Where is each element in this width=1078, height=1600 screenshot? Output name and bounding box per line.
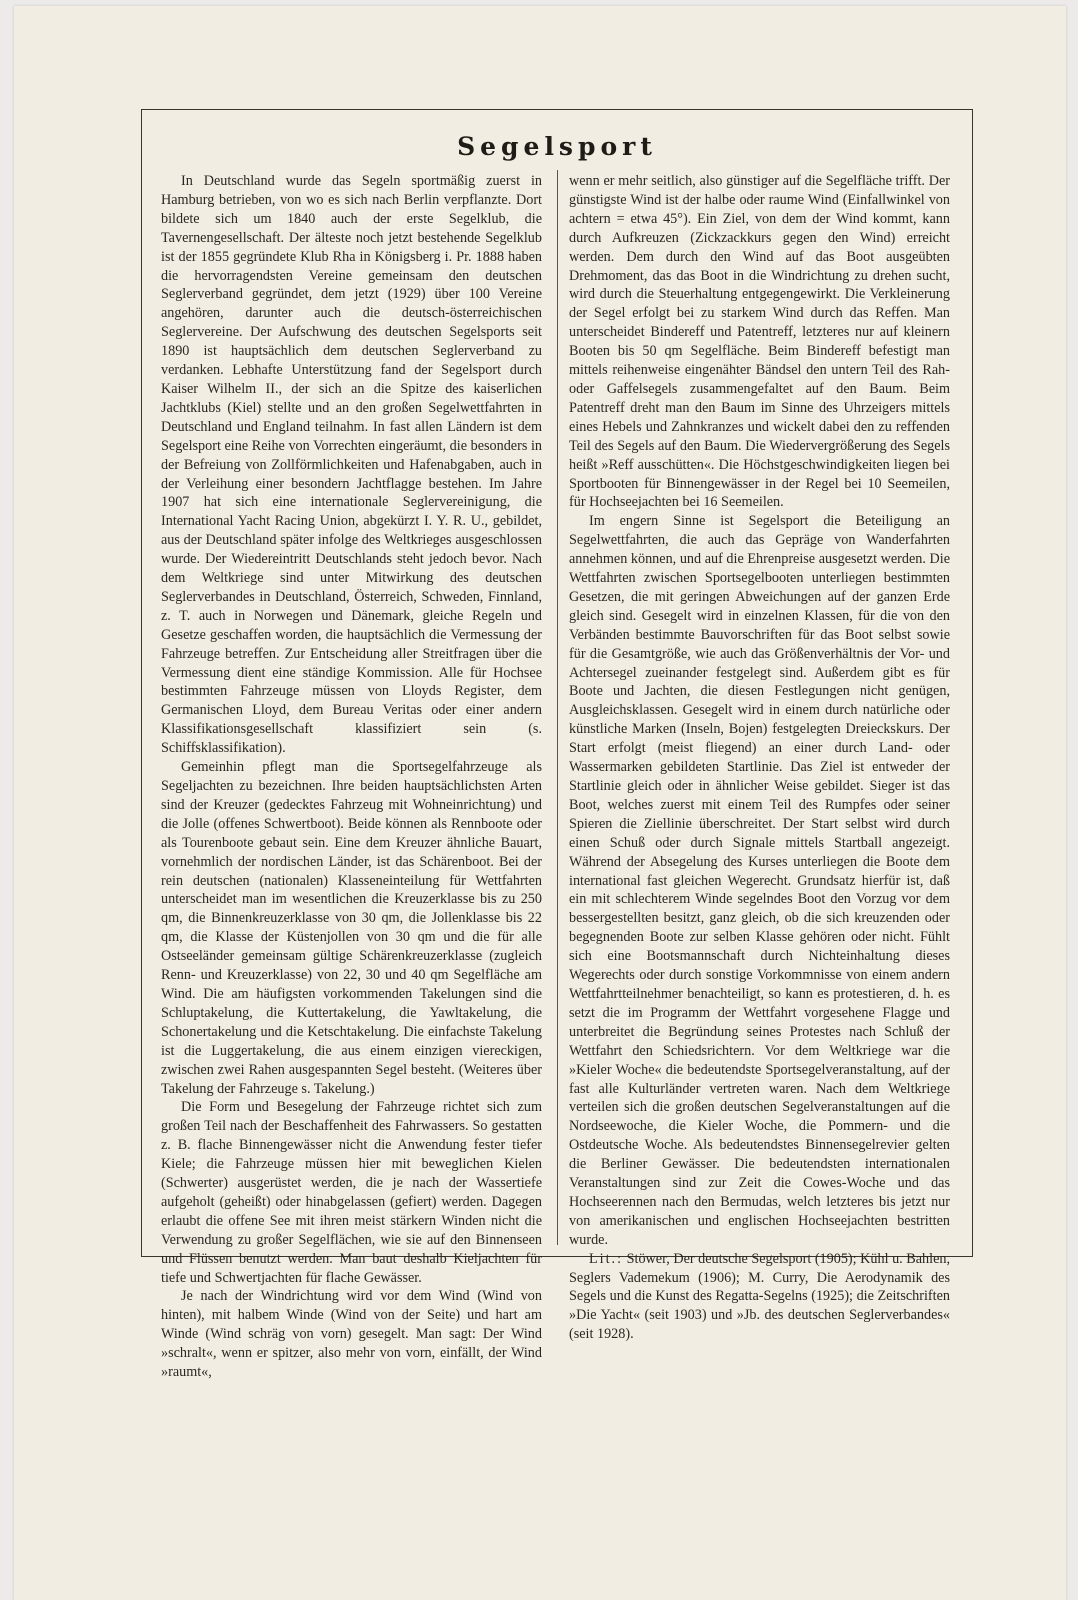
left-column	[161, 172, 542, 1382]
paragraph: Im engern Sinne ist Segelsport die Beteiligung an Segelwettfahrten, die auch das Gepräge von Wanderfahrten annehmen können, und auf die Ehrenpreise ausgesetzt werden. Die Wettfahrten zwischen Sportsegelbooten unterliegen bestimmten Gesetzen, die mit geringen Abweichungen auf der ganzen Erde gleich sind. Gesegelt wird in einzelnen Klassen, für die von den Verbänden bestimmte Bauvorschriften für das Boot selbst sowie für die Gesamtgröße, wie auch das Größenverhältnis der Vor- und Achtersegel zueinander festgelegt sind. Außerdem gibt es für Boote und Jachten, die diesen Festlegungen nicht genügen, Ausgleichsklassen. Gesegelt wird in einem durch natürliche oder künstliche Marken (Inseln, Bojen) festgelegten Dreieckskurs. Der Start erfolgt (meist fliegend) an einer durch Land- oder Wassermarken gebildeten Startlinie. Das Ziel ist entweder der Startlinie gleich oder in ähnlicher Weise gebildet. Sieger ist das Boot, welches zuerst mit einem Teil des Rumpfes oder seiner Spieren die Ziellinie überschreitet. Der Start selbst wird durch einen Schuß oder durch Signale mittels Startball angezeigt. Während der Absegelung des Kurses unterliegen die Boote dem international fast gleichen Wegerecht. Grundsatz hierfür ist, daß ein mit schlechterem Winde segelndes Boot den Vorzug vor dem bessergestellten besitzt, ganz gleich, ob die sich kreuzenden oder begegnenden Boote zur selben Klasse gehören oder nicht. Fühlt sich eine Bootsmannschaft durch Nichteinhaltung dieses Wegerechts oder durch sonstige Vorkommnisse von einem andern Wettfahrtteilnehmer benachteiligt, so kann es protestieren, d. h. es setzt die im Programm der Wettfahrt vorgesehene Flagge und unterbreitet die Begründung seines Protestes nach Schluß der Wettfahrt den Schiedsrichtern. Vor dem Weltkriege war die »Kieler Woche« die bedeutendste Sportsegelveranstaltung, auf der fast alle Kulturländer vertreten waren. Nach dem Weltkriege verteilen sich die großen deutschen Segelveranstaltungen auf die Nordseewoche, die Kieler Woche, die Pommern- und die Ostdeutsche Woche. Als bedeutendstes Binnensegelrevier gelten die Berliner Gewässer. Die bedeutendsten internationalen Veranstaltungen sind zur Zeit die Cowes-Woche und das Hochseerennen nach den Bermudas, welch letzteres bis jetzt nur von amerikanischen und englischen Hochseejachten bestritten wurde.	[569, 513, 950, 1248]
right-column	[569, 172, 950, 1344]
literature-text: Stöwer, Der deutsche Segelsport (1905); Kühl u. Bahlen, Seglers Vademekum (1906); M. Curry, Die Aerodynamik des Segels und die Kunst des Regatta-Segelns (1925); die Zeitschriften »Die Yacht« (seit 1903) und »Jb. des deutschen Seglerverbandes« (seit 1928).	[569, 1250, 951, 1343]
paragraph: Je nach der Windrichtung wird vor dem Wind (Wind von hinten), mit halbem Winde (Wind von der Seite) und hart am Winde (Wind schräg von vorn) gesegelt. Man sagt: Der Wind »schralt«, wenn er spitzer, also mehr von vorn, einfällt, der Wind »raumt«,	[161, 1288, 542, 1381]
article-frame	[141, 109, 973, 1381]
literature-label: Lit.:	[589, 1250, 624, 1267]
column-divider	[557, 170, 558, 1245]
page-sheet	[14, 6, 1066, 1600]
paragraph: In Deutschland wurde das Segeln sportmäßig zuerst in Hamburg betrieben, von wo es sich nach Berlin verpflanzte. Dort bildete sich um 1840 auch der erste Segelklub, die Tavernengesellschaft. Der älteste noch jetzt bestehende Segelklub ist der 1855 gegründete Klub Rha in Königsberg i. Pr. 1888 haben die hervorragendsten Vereine gemeinsam den deutschen Seglerverband gegründet, dem jetzt (1929) über 100 Vereine angehören, darunter auch die deutsch-österreichischen Seglervereine. Der Aufschwung des deutschen Segelsports seit 1890 ist hauptsächlich dem deutschen Seglerverband zu verdanken. Lebhafte Unterstützung fand der Segelsport durch Kaiser Wilhelm II., der sich an die Spitze des kaiserlichen Jachtklubs (Kiel) stellte und an den großen Segelwettfahrten in Deutschland und England teilnahm. In fast allen Ländern ist dem Segelsport eine Reihe von Vorrechten eingeräumt, die besonders in der Befreiung von Zollförmlichkeiten und Hafenabgaben, auch in der Verleihung einer besondern Jachtflagge bestehen. Im Jahre 1907 hat sich eine internationale Seglervereinigung, die International Yacht Racing Union, abgekürzt I. Y. R. U., gebildet, aus der Deutschland später infolge des Weltkrieges ausgeschlossen wurde. Der Wiedereintritt Deutschlands steht jedoch bevor. Nach dem Weltkriege sind unter Mitwirkung des deutschen Seglerverbandes in Deutschland, Österreich, Schweden, Finnland, z. T. auch in Norwegen und Dänemark, gleiche Regeln und Gesetze geschaffen worden, die hauptsächlich die Vermessung der Fahrzeuge betreffen. Zur Entscheidung aller Streitfragen über die Vermessung dient eine ständige Kommission. Alle für Hochsee bestimmten Fahrzeuge müssen von Lloyds Register, dem Germanischen Lloyd, dem Bureau Veritas oder einer andern Klassifikationsgesellschaft klassifiziert sein (s. Schiffsklassifikation).	[161, 173, 542, 757]
paragraph: wenn er mehr seitlich, also günstiger auf die Segelfläche trifft. Der günstigste Wind ist der halbe oder raume Wind (Einfallwinkel von achtern = etwa 45°). Ein Ziel, von dem der Wind kommt, kann durch Aufkreuzen (Zickzackkurs gegen den Wind) erreicht werden. Dem durch den Wind auf das Boot ausgeübten Drehmoment, das das Boot in die Windrichtung zu drehen sucht, wird durch die Steuerhaltung entgegengewirkt. Die Verkleinerung der Segel erfolgt bei zu starkem Wind durch das Reffen. Man unterscheidet Bindereff und Patentreff, letzteres nur auf kleinern Booten bis 50 qm Segelfläche. Beim Bindereff befestigt man mittels reihenweise eingenähter Bändsel den untern Teil des Rah- oder Gaffelsegels zusammengefaltet auf den Baum. Beim Patentreff dreht man den Baum im Sinne des Uhrzeigers mittels eines Hebels und Zahnkranzes und wickelt dabei den zu reffenden Teil des Segels auf den Baum. Die Wiedervergrößerung des Segels heißt »Reff ausschütten«. Die Höchstgeschwindigkeiten liegen bei Sportbooten für Binnengewässer in der Regel bei 10 Seemeilen, für Hochseejachten bei 16 Seemeilen.	[569, 173, 950, 511]
article-title: Segelsport	[457, 132, 657, 161]
paragraph: Die Form und Besegelung der Fahrzeuge richtet sich zum großen Teil nach der Beschaffenheit des Fahrwassers. So gestatten z. B. flache Binnengewässer nicht die Anwendung fester tiefer Kiele; die Fahrzeuge müssen hier mit beweglichen Kielen (Schwerter) ausgerüstet werden, die je nach der Wassertiefe aufgeholt (geheißt) oder hinabgelassen (gefiert) werden. Dagegen erlaubt die offene See mit ihren meist stärkern Winden nicht die Verwendung zu großer Segelflächen, wie sie auf den Binnenseen und Flüssen benutzt werden. Man baut deshalb Kieljachten für tiefe und Schwertjachten für flache Gewässer.	[161, 1099, 542, 1286]
paragraph: Gemeinhin pflegt man die Sportsegelfahrzeuge als Segeljachten zu bezeichnen. Ihre beiden hauptsächlichsten Arten sind der Kreuzer (gedecktes Fahrzeug mit Wohneinrichtung) und die Jolle (offenes Schwertboot). Beide können als Rennboote oder als Tourenboote gebaut sein. Eine dem Kreuzer ähnliche Bauart, vornehmlich der nordischen Länder, ist das Schärenboot. Bei der rein deutschen (nationalen) Klasseneinteilung für Wettfahrten unterscheidet man im wesentlichen die Kreuzerklasse bis zu 250 qm, die Binnenkreuzerklasse von 30 qm, die Jollenklasse bis 22 qm, die Klasse der Küstenjollen von 30 qm und die für alle Ostseeländer gemeinsam gültige Schärenkreuzerklasse (zugleich Renn- und Kreuzerklasse) von 22, 30 und 40 qm Segelfläche am Wind. Die am häufigsten vorkommenden Takelungen sind die Schluptakelung, die Kuttertakelung, die Yawltakelung, die Schonertakelung und die Ketschtakelung. Die einfachste Takelung ist die Luggertakelung, die aus einem einzigen viereckigen, zwischen zwei Rahen ausgespannten Segel besteht. (Weiteres über Takelung der Fahrzeuge s. Takelung.)	[161, 759, 542, 1097]
literature-paragraph	[569, 1250, 950, 1345]
